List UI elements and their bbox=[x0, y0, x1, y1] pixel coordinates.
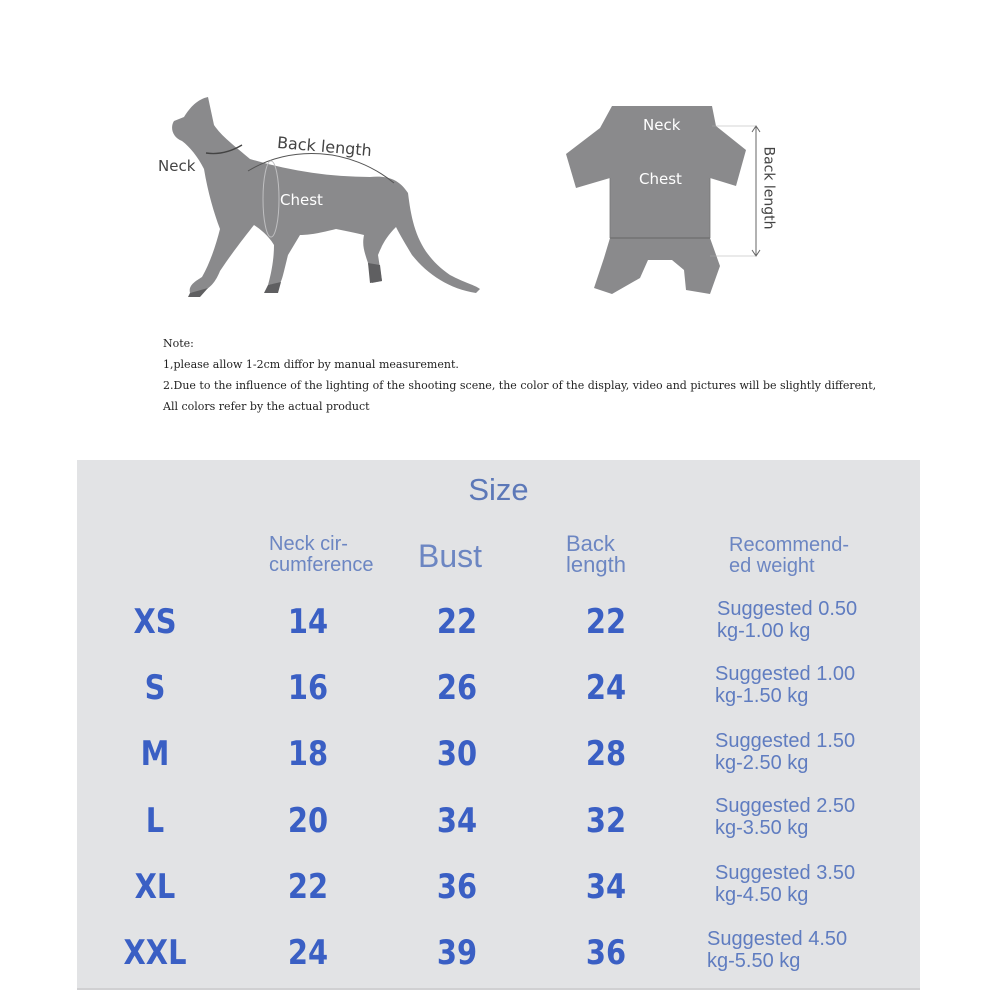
size-cell: S bbox=[144, 668, 166, 708]
weight-line1: Suggested 0.50 bbox=[717, 598, 858, 620]
weight-line2: kg-5.50 kg bbox=[707, 950, 801, 972]
weight-line1: Suggested 1.00 bbox=[715, 663, 856, 685]
neck-cell: 18 bbox=[287, 734, 329, 774]
header-neck-line2: cumference bbox=[269, 554, 374, 576]
garment-back-length-label: Back length bbox=[760, 146, 777, 230]
header-weight-line2: ed weight bbox=[729, 555, 815, 577]
header-back bbox=[566, 533, 626, 575]
weight-line2: kg-1.00 kg bbox=[717, 620, 811, 642]
neck-cell: 24 bbox=[287, 933, 329, 973]
note-line-1: 1,please allow 1-2cm diffor by manual measurement. bbox=[163, 358, 459, 371]
header-weight-line1: Recommend- bbox=[729, 534, 850, 556]
weight-line1: Suggested 1.50 bbox=[715, 730, 856, 752]
header-neck-line1: Neck cir- bbox=[269, 533, 348, 555]
weight-cell bbox=[715, 862, 885, 906]
header-back-line2: length bbox=[566, 552, 626, 577]
garment-chest-label: Chest bbox=[639, 170, 682, 188]
neck-cell: 20 bbox=[287, 801, 329, 841]
weight-cell bbox=[717, 598, 887, 642]
bust-cell: 30 bbox=[436, 734, 478, 774]
header-weight bbox=[729, 535, 849, 577]
bust-cell: 34 bbox=[436, 801, 478, 841]
cat-chest-label: Chest bbox=[280, 191, 323, 209]
weight-line1: Suggested 2.50 bbox=[715, 795, 856, 817]
bust-cell: 22 bbox=[436, 602, 478, 642]
neck-cell: 22 bbox=[287, 867, 329, 907]
size-cell: M bbox=[140, 734, 170, 774]
back-cell: 34 bbox=[585, 867, 627, 907]
neck-cell: 16 bbox=[287, 668, 329, 708]
weight-line1: Suggested 3.50 bbox=[715, 862, 856, 884]
size-cell: XXL bbox=[123, 933, 187, 973]
notes-section bbox=[163, 333, 923, 417]
header-neck bbox=[269, 534, 374, 576]
back-cell: 22 bbox=[585, 602, 627, 642]
weight-cell bbox=[715, 663, 885, 707]
size-cell: XL bbox=[134, 867, 176, 907]
weight-line2: kg-1.50 kg bbox=[715, 685, 809, 707]
weight-cell bbox=[715, 795, 885, 839]
bust-cell: 39 bbox=[436, 933, 478, 973]
weight-cell bbox=[707, 928, 877, 972]
cat-back-length-label: Back length bbox=[276, 132, 373, 161]
note-line-3: All colors refer by the actual product bbox=[163, 400, 370, 413]
size-table bbox=[77, 460, 920, 990]
neck-cell: 14 bbox=[287, 602, 329, 642]
back-cell: 28 bbox=[585, 734, 627, 774]
weight-line2: kg-3.50 kg bbox=[715, 817, 809, 839]
garment-neck-label: Neck bbox=[643, 116, 681, 134]
weight-line2: kg-2.50 kg bbox=[715, 752, 809, 774]
note-line-2: 2.Due to the influence of the lighting of the shooting scene, the color of the display, video and pictures will be slightly different, bbox=[163, 379, 877, 392]
size-cell: L bbox=[145, 801, 165, 841]
header-bust: Bust bbox=[418, 538, 483, 574]
bust-cell: 26 bbox=[436, 668, 478, 708]
back-cell: 36 bbox=[585, 933, 627, 973]
weight-line2: kg-4.50 kg bbox=[715, 884, 809, 906]
weight-cell bbox=[715, 730, 885, 774]
weight-line1: Suggested 4.50 bbox=[707, 928, 848, 950]
size-cell: XS bbox=[133, 602, 177, 642]
note-heading: Note: bbox=[163, 337, 194, 350]
back-cell: 24 bbox=[585, 668, 627, 708]
size-table-title: Size bbox=[468, 472, 529, 507]
bust-cell: 36 bbox=[436, 867, 478, 907]
back-cell: 32 bbox=[585, 801, 627, 841]
header-back-line1: Back bbox=[566, 531, 615, 556]
cat-neck-label: Neck bbox=[158, 157, 196, 175]
